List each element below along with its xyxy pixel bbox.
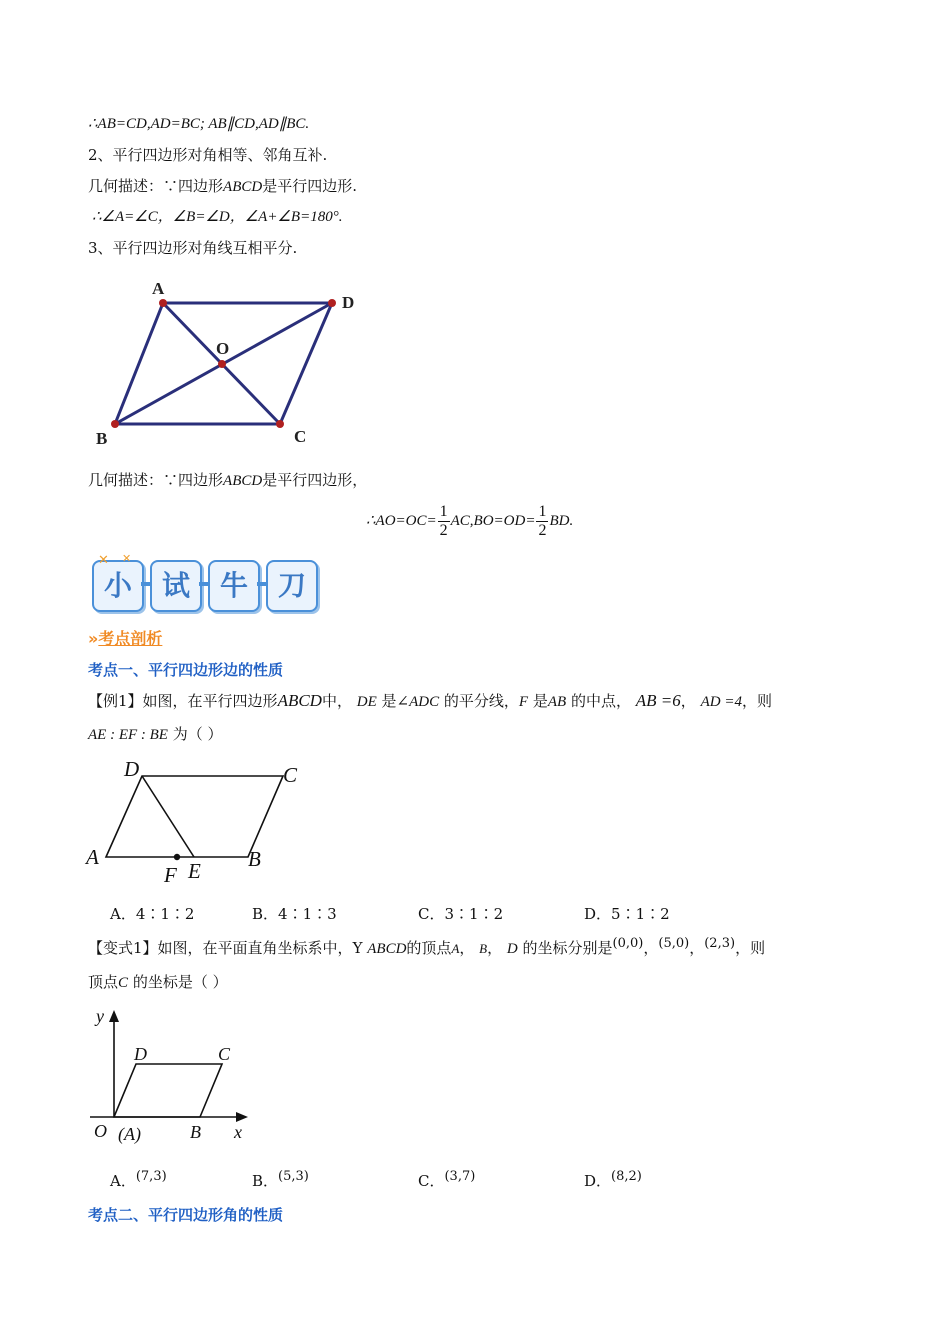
quad-name: ABCD <box>223 179 263 195</box>
ex1-option-d[interactable]: D．5∶1∶2 <box>584 905 670 923</box>
ex1-option-c[interactable]: C．3∶1∶2 <box>418 905 504 923</box>
fraction-half-1 <box>438 503 450 540</box>
is-parallelogram: 是平行四边形， <box>262 471 368 489</box>
label-x: x <box>234 1122 242 1142</box>
example-1-question: AE : EF : BE 为（ ） <box>88 725 223 743</box>
fraction-half-2 <box>536 503 548 540</box>
label-e: E <box>188 859 201 883</box>
diagonal-conclusion <box>366 501 573 541</box>
segment-de <box>142 776 194 857</box>
ex1-option-b[interactable]: B．4∶1∶3 <box>252 905 337 923</box>
ex1-option-a[interactable]: A．4∶1∶2 <box>110 905 195 923</box>
double-chevron-icon: » <box>88 629 99 648</box>
badge-char-3: 牛 <box>208 560 260 612</box>
fraction-denominator: 2 <box>538 522 547 540</box>
example-1-stem: 【例1】如图，在平行四边形ABCD中， DE 是∠ADC 的平分线，F 是AB 的中点， AB =6， AD =4，则 <box>88 691 772 710</box>
variant-1-question: 顶点C 的坐标是（ ） <box>88 973 228 991</box>
var1-option-d[interactable]: D．(8,2) <box>584 1169 642 1190</box>
var1-option-c[interactable]: C．(3,7) <box>418 1169 476 1190</box>
geo-description-2 <box>88 470 367 491</box>
point-b <box>111 420 119 428</box>
label-c: C <box>283 763 298 787</box>
parallelogram-abcd <box>106 776 283 857</box>
kp1-heading: 考点一、平行四边形边的性质 <box>88 661 284 679</box>
label-d: D <box>342 293 355 312</box>
parallelogram-diagonals-figure <box>88 276 378 452</box>
label-c: C <box>218 1044 231 1064</box>
label-a: A <box>86 845 99 869</box>
because-text: ∵四边形 <box>163 177 224 195</box>
label-b: B <box>96 429 108 448</box>
quad-name: ABCD <box>223 473 263 489</box>
label-o: O <box>216 339 230 358</box>
fraction-numerator: 1 <box>538 503 547 521</box>
label-y: y <box>96 1006 104 1026</box>
geo-label: 几何描述： <box>88 471 164 489</box>
fraction-numerator: 1 <box>439 503 448 521</box>
label-d: D <box>124 758 140 781</box>
label-b: B <box>248 847 261 871</box>
badge-char-1: 小 <box>92 560 144 612</box>
svg-text:✕: ✕ <box>98 552 109 566</box>
x-arrow-icon <box>236 1112 248 1122</box>
point-o <box>218 360 226 368</box>
property-3: 3、平行四边形对角线互相平分. <box>88 239 298 257</box>
conclusion-post: BD. <box>549 513 574 529</box>
var1-option-a[interactable]: A．(7,3) <box>110 1169 167 1190</box>
badge-char-4: 刀 <box>266 560 318 612</box>
label-c: C <box>294 427 307 446</box>
section-title: »考点剖析 <box>88 629 163 648</box>
y-arrow-icon <box>109 1010 119 1022</box>
geo-label: 几何描述： <box>88 177 164 195</box>
label-f: F <box>164 863 177 886</box>
svg-text:✕: ✕ <box>122 553 132 565</box>
angles-conclusion: ∴∠A=∠C，∠B=∠D，∠A+∠B=180°. <box>92 209 343 225</box>
label-b: B <box>190 1122 201 1142</box>
variant-1-stem: 【变式1】如图，在平面直角坐标系中，Y ABCD的顶点A， B， D 的坐标分别是(0,0)，(5,0)，(2,3)，则 <box>88 936 766 957</box>
label-o: O <box>94 1121 107 1141</box>
kp2-heading: 考点二、平行四边形角的性质 <box>88 1206 284 1224</box>
point-a <box>159 299 167 307</box>
conclusion-mid: AC,BO=OD= <box>450 513 536 529</box>
var1-option-b[interactable]: B．(5,3) <box>252 1169 309 1190</box>
label-a: (A) <box>118 1124 141 1144</box>
sides-conclusion: ∴AB=CD,AD=BC; AB∥CD,AD∥BC. <box>88 116 310 132</box>
is-parallelogram: 是平行四边形. <box>262 177 357 195</box>
point-f <box>174 854 180 860</box>
point-c <box>276 420 284 428</box>
conclusion-pre: ∴AO=OC= <box>366 513 437 529</box>
geo-description-1 <box>88 176 357 197</box>
point-d <box>328 299 336 307</box>
label-d: D <box>134 1044 147 1064</box>
example-1-figure <box>84 758 324 886</box>
parallelogram-abcd <box>114 1064 222 1117</box>
coordinate-figure <box>84 1004 264 1152</box>
fraction-denominator: 2 <box>439 522 448 540</box>
label-a: A <box>152 279 165 298</box>
property-2: 2、平行四边形对角相等、邻角互补. <box>88 146 328 164</box>
sparkle-icon <box>98 552 138 566</box>
because-text: ∵四边形 <box>163 471 224 489</box>
badge-char-2: 试 <box>150 560 202 612</box>
